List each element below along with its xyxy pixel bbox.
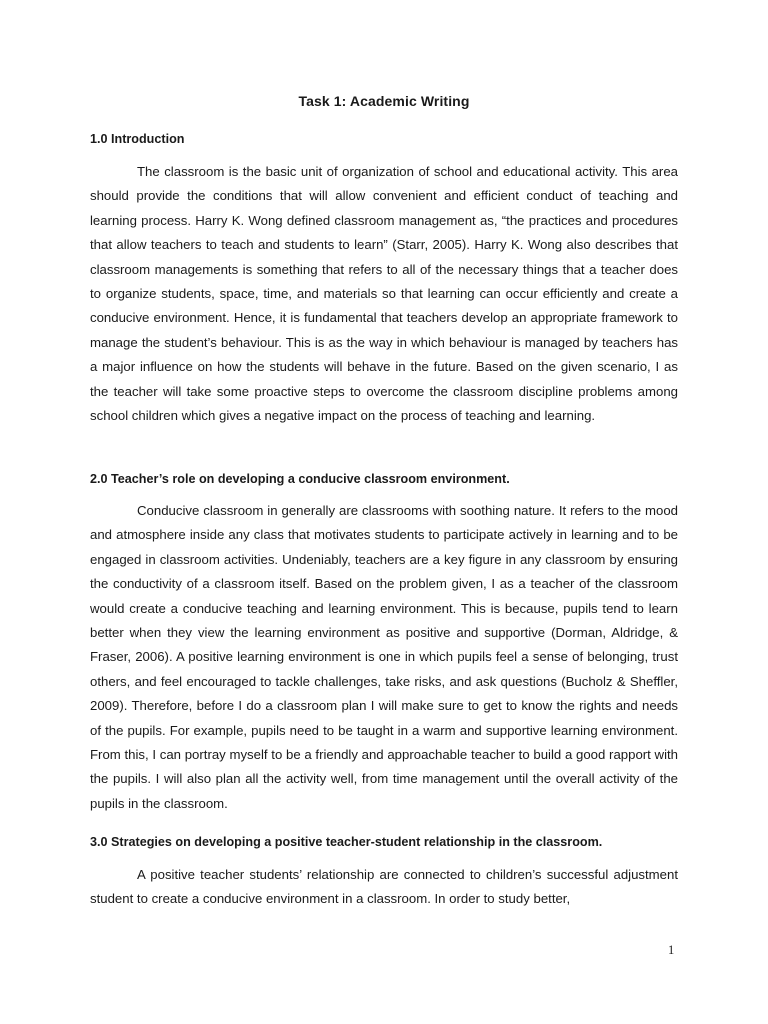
page-number: 1 xyxy=(668,943,675,957)
section-heading-introduction: 1.0 Introduction xyxy=(90,132,185,146)
section-paragraph-introduction: The classroom is the basic unit of organization of school and educational activity. This area should provide the conditions that will allow convenient and efficient conduct of teaching and learning process. Harry K. Wong defined classroom management as, “the practices and procedures that allow teachers to teach and students to learn” (Starr, 2005). Harry K. Wong also describes that classroom managements is something that refers to all of the necessary things that a teacher does to organize students, space, time, and materials so that learning can occur efficiently and create a conducive environment. Hence, it is fundamental that teachers develop an appropriate framework to manage the student’s behaviour. This is as the way in which behaviour is managed by teachers has a major influence on how the students will behave in the future. Based on the given scenario, I as the teacher will take some proactive steps to overcome the classroom discipline problems among school children which gives a negative impact on the process of teaching and learning. xyxy=(90,164,678,424)
section-paragraph-teacher-role: Conducive classroom in generally are classrooms with soothing nature. It refers to the mood and atmosphere inside any class that motivates students to participate actively in learning and to be engaged in classroom activities. Undeniably, teachers are a key figure in any classroom by ensuring the conductivity of a classroom itself. Based on the problem given, I as a teacher of the classroom would create a conducive teaching and learning environment. This is because, pupils tend to learn better when they view the learning environment as positive and supportive (Dorman, Aldridge, & Fraser, 2006). A positive learning environment is one in which pupils feel a sense of belonging, trust others, and feel encouraged to tackle challenges, take risks, and ask questions (Bucholz & Sheffler, 2009). Therefore, before I do a classroom plan I will make sure to get to know the rights and needs of the pupils. For example, pupils need to be taught in a warm and supportive learning environment. From this, I can portray myself to be a friendly and approachable teacher to build a good rapport with the pupils. I will also plan all the activity well, from time management until the overall activity of the pupils in the classroom. xyxy=(90,503,678,811)
document-title: Task 1: Academic Writing xyxy=(298,93,470,109)
section-paragraph-strategies: A positive teacher students’ relationship are connected to children’s successful adjustment student to create a conducive environment in a classroom. In order to study better, xyxy=(90,867,678,907)
section-heading-teacher-role: 2.0 Teacher’s role on developing a conducive classroom environment. xyxy=(90,472,510,486)
section-heading-strategies: 3.0 Strategies on developing a positive teacher-student relationship in the classroom. xyxy=(90,835,603,849)
